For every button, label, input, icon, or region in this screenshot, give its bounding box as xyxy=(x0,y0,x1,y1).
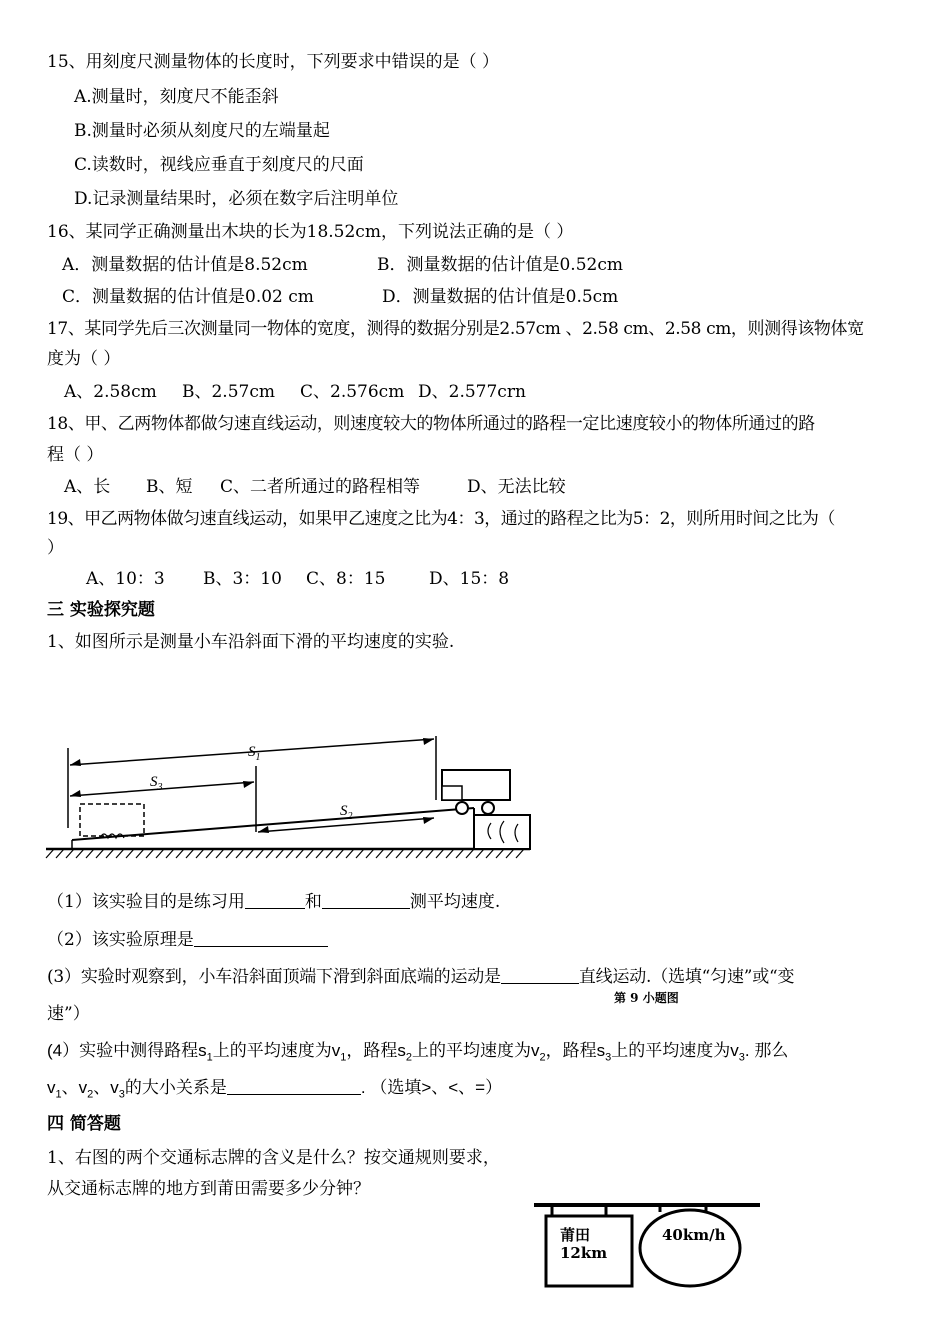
section3-p3: (3）实验时观察到，小车沿斜面顶端下滑到斜面底端的运动是 直线运动.（选填“匀速”或“变 xyxy=(47,967,795,987)
q17-stem-line2: 度为（ ） xyxy=(47,349,121,369)
section4-heading: 四 简答题 xyxy=(47,1114,121,1134)
q15-option-d: D.记录测量结果时，必须在数字后注明单位 xyxy=(74,189,399,209)
speed-limit-sign xyxy=(640,1210,740,1286)
section3-p5: $v_1$、$v_2$、$v_3$的大小关系是 . （选填>、<、=） xyxy=(47,1078,503,1101)
blank-1b[interactable] xyxy=(322,890,410,909)
incline-experiment-figure xyxy=(44,728,534,870)
blank-2[interactable] xyxy=(194,928,328,947)
sign-speed: 40km/h xyxy=(662,1226,726,1244)
section3-q1-stem: 1、如图所示是测量小车沿斜面下滑的平均速度的实验. xyxy=(47,632,455,652)
q15-stem: 15、用刻度尺测量物体的长度时，下列要求中错误的是（ ） xyxy=(47,52,500,72)
section4-q1-line2: 从交通标志牌的地方到莆田需要多少分钟？ xyxy=(47,1179,370,1199)
q17-option-a: A、2.58cm xyxy=(64,382,157,402)
q18-stem-line2: 程（ ） xyxy=(47,445,104,465)
q15-option-a: A.测量时，刻度尺不能歪斜 xyxy=(74,87,279,107)
section3-p2: （2）该实验原理是 xyxy=(47,928,328,952)
q17-option-d: D、2.577crn xyxy=(418,382,526,402)
sign-distance: 12km xyxy=(560,1244,608,1262)
section3-p3-cont: 速”） xyxy=(47,1004,90,1024)
s2-label: $S_2$ xyxy=(340,803,353,822)
q15-option-c: C.读数时，视线应垂直于刻度尺的尺面 xyxy=(74,155,364,175)
figure-caption: 第 9 小题图 xyxy=(614,991,679,1005)
q19-stem-line2: ） xyxy=(47,538,64,558)
blank-1a[interactable] xyxy=(245,890,305,909)
q15-option-b: B.测量时必须从刻度尺的左端量起 xyxy=(74,121,330,141)
q16-option-c: C．测量数据的估计值是0.02 cm xyxy=(62,287,314,307)
q19-stem-line1: 19、甲乙两物体做匀速直线运动，如果甲乙速度之比为4：3，通过的路程之比为5：2，则所用时间之比为（ xyxy=(47,509,835,529)
q18-option-a: A、长 xyxy=(64,477,111,497)
q17-option-c: C、2.576cm xyxy=(300,382,405,402)
q17-option-b: B、2.57cm xyxy=(182,382,275,402)
q16-stem: 16、某同学正确测量出木块的长为18.52cm，下列说法正确的是（ ） xyxy=(47,222,574,242)
q18-stem-line1: 18、甲、乙两物体都做匀速直线运动，则速度较大的物体所通过的路程一定比速度较小的物体所通过的路 xyxy=(47,414,815,434)
blank-5[interactable] xyxy=(227,1076,361,1095)
s3-label: $S_3$ xyxy=(150,774,163,793)
q19-option-c: C、8：15 xyxy=(306,569,386,589)
blank-3[interactable] xyxy=(501,965,579,984)
q19-option-b: B、3：10 xyxy=(203,569,282,589)
q18-option-d: D、无法比较 xyxy=(467,477,566,497)
section3-p1: （1）该实验目的是练习用 和 测平均速度. xyxy=(47,892,501,912)
sign-place: 莆田 xyxy=(560,1226,591,1244)
q18-option-c: C、二者所通过的路程相等 xyxy=(220,477,421,497)
q16-option-d: D．测量数据的估计值是0.5cm xyxy=(382,287,619,307)
q16-option-b: B．测量数据的估计值是0.52cm xyxy=(377,255,623,275)
section4-q1-line1: 1、右图的两个交通标志牌的含义是什么？按交通规则要求， xyxy=(47,1148,500,1168)
section3-p4: (4）实验中测得路程$s_1$上的平均速度为$v_1$，路程$s_2$上的平均速度为$v_2$，路程$s_3$上的平均速度为$v_3$. 那么 xyxy=(47,1041,789,1064)
q18-option-b: B、短 xyxy=(146,477,193,497)
q16-option-a: A．测量数据的估计值是8.52cm xyxy=(62,255,308,275)
section3-heading: 三 实验探究题 xyxy=(47,600,155,620)
q17-stem-line1: 17、某同学先后三次测量同一物体的宽度，测得的数据分别是2.57cm 、2.58 cm、2.58 cm，则测得该物体宽 xyxy=(47,319,864,339)
q19-option-a: A、10：3 xyxy=(86,569,165,589)
q19-option-d: D、15：8 xyxy=(429,569,510,589)
s1-label: $S_1$ xyxy=(248,744,261,763)
